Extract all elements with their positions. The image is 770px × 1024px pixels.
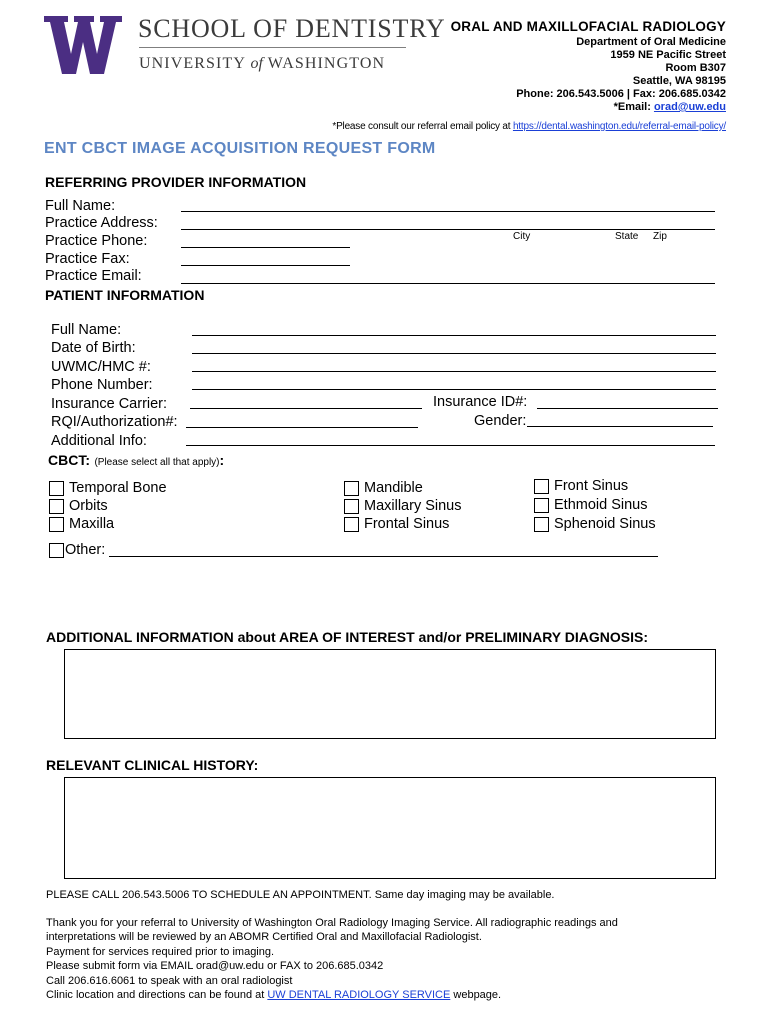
- uwmc-label: UWMC/HMC #:: [51, 359, 151, 375]
- clinic-link[interactable]: UW DENTAL RADIOLOGY SERVICE: [267, 989, 451, 1001]
- email-link[interactable]: orad@uw.edu: [653, 101, 726, 113]
- checkbox-box[interactable]: [49, 517, 64, 532]
- cbct-label: CBCT:: [48, 452, 90, 468]
- cbct-note: (Please select all that apply): [94, 457, 220, 468]
- patient-full-name-label: Full Name:: [51, 322, 122, 338]
- checkbox-mandible[interactable]: [344, 480, 423, 496]
- practice-fax-field[interactable]: [181, 265, 350, 266]
- checkbox-box[interactable]: [534, 479, 549, 494]
- street-address: 1959 NE Pacific Street: [610, 49, 726, 61]
- checkbox-box[interactable]: [344, 499, 359, 514]
- additional-info-heading: ADDITIONAL INFORMATION about AREA OF INTEREST and/or PRELIMINARY DIAGNOSIS:: [46, 629, 648, 645]
- patient-phone-label: Phone Number:: [51, 377, 153, 393]
- checkbox-label: Maxillary Sinus: [364, 498, 462, 514]
- practice-fax-label: Practice Fax:: [45, 251, 130, 267]
- checkbox-box[interactable]: [49, 543, 64, 558]
- referring-full-name-field[interactable]: [181, 211, 715, 212]
- other-field[interactable]: [109, 556, 658, 557]
- additional-info-label: Additional Info:: [51, 433, 147, 449]
- form-title: ENT CBCT IMAGE ACQUISITION REQUEST FORM: [44, 140, 436, 157]
- submit-note: Please submit form via EMAIL orad@uw.edu or FAX to 206.685.0342: [46, 960, 384, 972]
- checkbox-label: Other:: [65, 542, 106, 558]
- dob-label: Date of Birth:: [51, 340, 136, 356]
- insurance-id-label: Insurance ID#:: [433, 394, 528, 410]
- checkbox-temporal-bone[interactable]: [49, 480, 167, 496]
- phone-fax: Phone: 206.543.5006 | Fax: 206.685.0342: [516, 88, 726, 100]
- practice-address-field[interactable]: [181, 229, 715, 230]
- rqi-field[interactable]: [186, 427, 418, 428]
- checkbox-label: Orbits: [69, 498, 108, 514]
- clinic-note: Clinic location and directions can be found at UW DENTAL RADIOLOGY SERVICE webpage.: [46, 989, 502, 1001]
- checkbox-box[interactable]: [344, 517, 359, 532]
- checkbox-box[interactable]: [534, 517, 549, 532]
- referral-policy-link[interactable]: https://dental.washington.edu/referral-email-policy/: [512, 121, 726, 132]
- checkbox-box[interactable]: [344, 481, 359, 496]
- dob-field[interactable]: [192, 353, 716, 354]
- city-state-zip: Seattle, WA 98195: [632, 75, 726, 87]
- checkbox-frontal-sinus[interactable]: [344, 516, 449, 532]
- uw-w-logo: [44, 16, 122, 74]
- zip-caption: Zip: [653, 231, 667, 242]
- patient-full-name-field[interactable]: [192, 335, 716, 336]
- checkbox-orbits[interactable]: [49, 498, 108, 514]
- additional-info-textbox[interactable]: [64, 649, 716, 739]
- referring-heading: REFERRING PROVIDER INFORMATION: [45, 174, 307, 190]
- gender-field[interactable]: [527, 426, 713, 427]
- checkbox-label: Ethmoid Sinus: [554, 497, 648, 513]
- patient-heading: PATIENT INFORMATION: [45, 287, 205, 303]
- practice-phone-label: Practice Phone:: [45, 233, 148, 249]
- checkbox-box[interactable]: [534, 498, 549, 513]
- checkbox-label: Temporal Bone: [69, 480, 167, 496]
- state-caption: State: [615, 231, 639, 242]
- department-title: ORAL AND MAXILLOFACIAL RADIOLOGY: [450, 19, 726, 34]
- checkbox-maxilla[interactable]: [49, 516, 114, 532]
- additional-info-field[interactable]: [186, 445, 715, 446]
- checkbox-sphenoid-sinus[interactable]: [534, 516, 656, 532]
- checkbox-label: Front Sinus: [554, 478, 629, 494]
- payment-note: Payment for services required prior to imaging.: [46, 945, 275, 958]
- cbct-label-row: CBCT: (Please select all that apply):: [48, 452, 225, 468]
- clinical-history-textbox[interactable]: [64, 777, 716, 879]
- thanks-line-2: interpretations will be reviewed by an ABOMR Certified Oral and Maxillofacial Radiologist.: [46, 931, 482, 943]
- logo-divider: [139, 47, 406, 48]
- insurance-carrier-field[interactable]: [190, 408, 422, 409]
- call-note: Call 206.616.6061 to speak with an oral radiologist: [46, 974, 293, 987]
- email-line: *Email: orad@uw.edu: [613, 101, 726, 113]
- insurance-id-field[interactable]: [537, 408, 718, 409]
- checkbox-maxillary-sinus[interactable]: [344, 498, 462, 514]
- checkbox-label: Frontal Sinus: [364, 516, 450, 532]
- uwmc-field[interactable]: [192, 371, 716, 372]
- practice-email-label: Practice Email:: [45, 268, 142, 284]
- department-name: Department of Oral Medicine: [576, 36, 726, 48]
- checkbox-box[interactable]: [49, 499, 64, 514]
- footer-instructions: [46, 888, 618, 1003]
- checkbox-box[interactable]: [49, 481, 64, 496]
- patient-phone-field[interactable]: [192, 389, 716, 390]
- schedule-note: PLEASE CALL 206.543.5006 TO SCHEDULE AN APPOINTMENT. Same day imaging may be available.: [46, 889, 555, 901]
- practice-email-field[interactable]: [181, 283, 715, 284]
- city-caption: City: [513, 231, 531, 242]
- practice-address-label: Practice Address:: [45, 215, 158, 231]
- school-name: SCHOOL OF DENTISTRY: [138, 14, 446, 43]
- checkbox-label: Sphenoid Sinus: [554, 516, 656, 532]
- referring-full-name-label: Full Name:: [45, 198, 116, 214]
- clinical-history-heading: RELEVANT CLINICAL HISTORY:: [46, 757, 259, 773]
- insurance-carrier-label: Insurance Carrier:: [51, 396, 168, 412]
- checkbox-ethmoid-sinus[interactable]: [534, 497, 648, 513]
- checkbox-label: Maxilla: [69, 516, 115, 532]
- room-number: Room B307: [665, 62, 726, 74]
- checkbox-other[interactable]: [49, 542, 105, 558]
- referral-policy-note: *Please consult our referral email policy at https://dental.washington.edu/referral-email-policy/: [332, 121, 726, 132]
- uw-w-logo-shape: [44, 16, 122, 74]
- department-contact-block: [451, 18, 726, 114]
- rqi-label: RQI/Authorization#:: [51, 414, 178, 430]
- gender-label: Gender:: [474, 413, 527, 429]
- university-name: UNIVERSITY of WASHINGTON: [139, 55, 386, 72]
- practice-phone-field[interactable]: [181, 247, 350, 248]
- thanks-line-1: Thank you for your referral to University of Washington Oral Radiology Imaging Service. All radiographic readings and: [46, 916, 618, 929]
- checkbox-label: Mandible: [364, 480, 423, 496]
- checkbox-front-sinus[interactable]: [534, 478, 628, 494]
